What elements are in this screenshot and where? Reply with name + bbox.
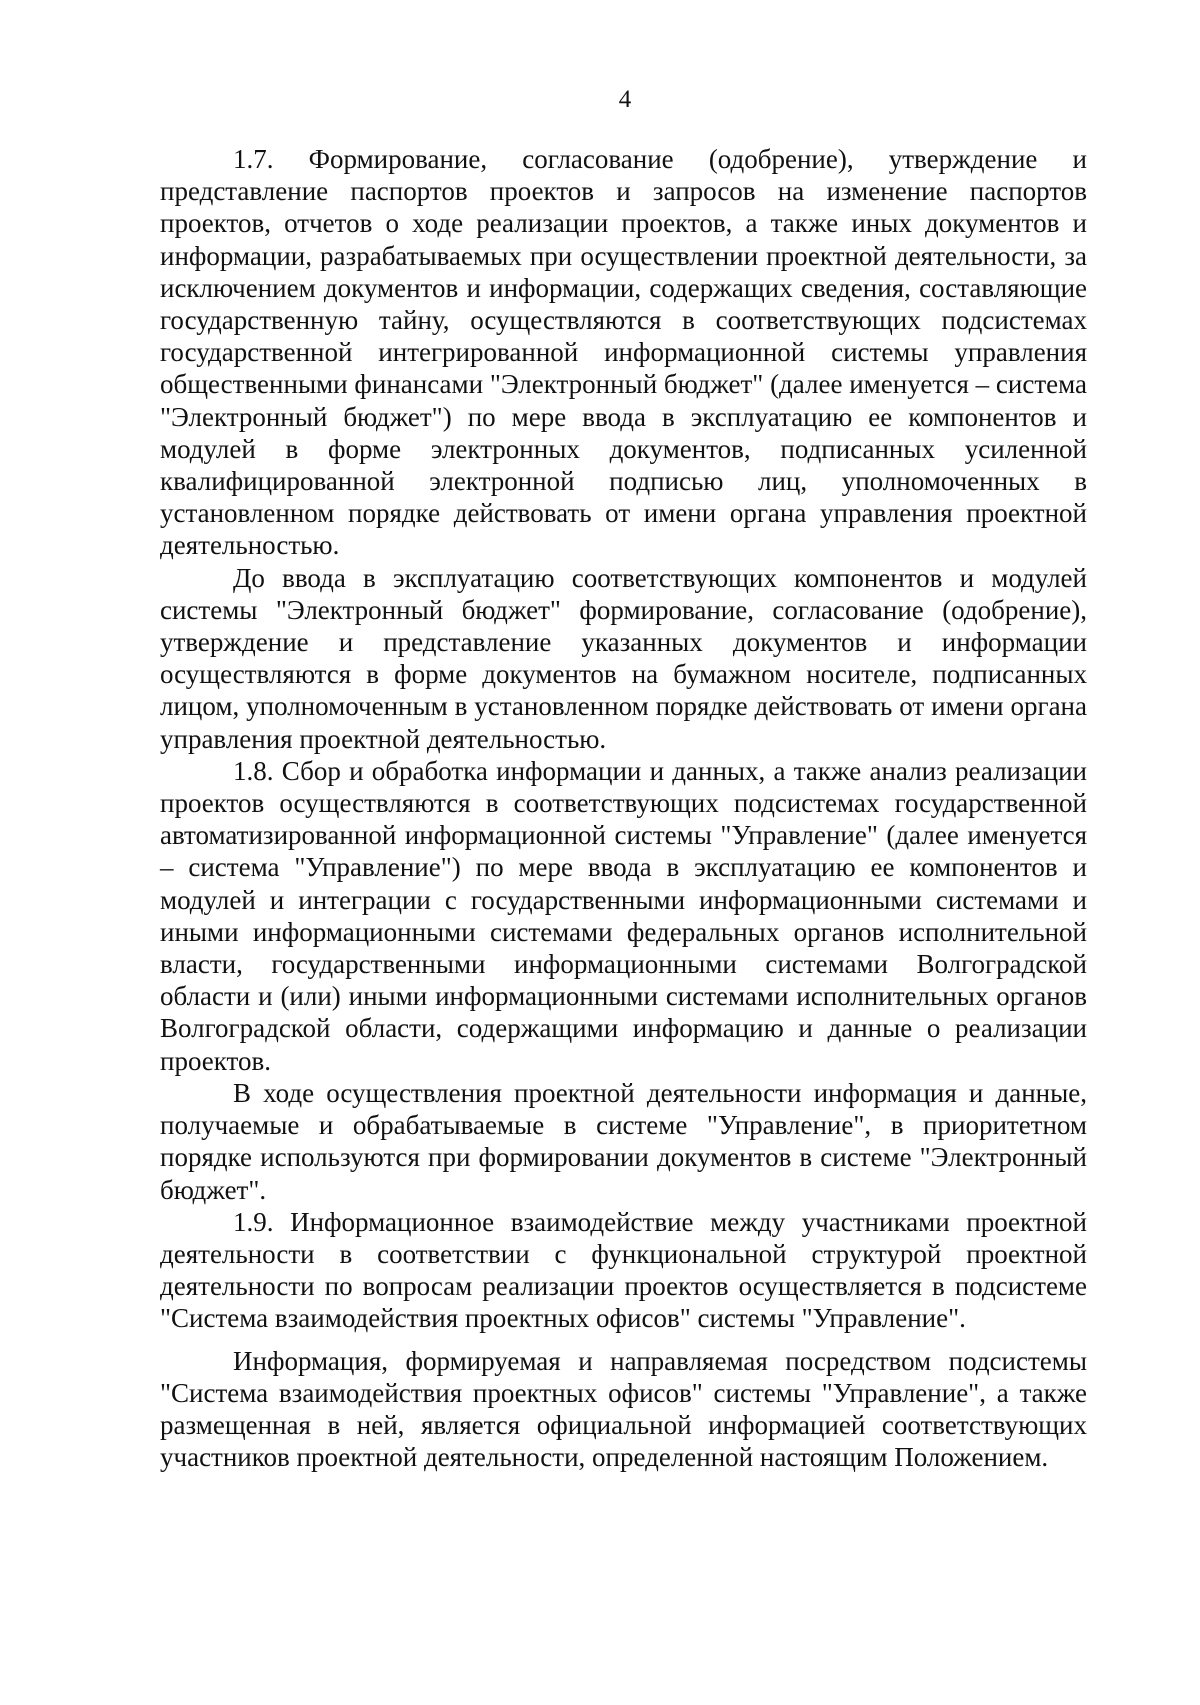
page-number: 4 bbox=[618, 86, 632, 113]
paragraph-1-7: 1.7. Формирование, согласование (одобрение), утверждение и представление паспортов проектов и запросов на изменение паспортов проектов, отчетов о ходе реализации проектов, а также иных документов и информации, разрабатываемых при осуществлении проектной деятельности, за исключением документов и информации, содержащих сведения, составляющие государственную тайну, осуществляются в соответствующих подсистемах государственной интегрированной информационной системы управления общественными финансами "Электронный бюджет" (далее именуется – система "Электронный бюджет") по мере ввода в эксплуатацию ее компонентов и модулей в форме электронных документов, подписанных усиленной квалифицированной электронной подписью лиц, уполномоченных в установленном порядке действовать от имени органа управления проектной деятельностью. bbox=[160, 144, 1087, 561]
paragraph-official-information: Информация, формируемая и направляемая посредством подсистемы "Система взаимодействия проектных офисов" системы "Управление", а также размещенная в ней, является официальной информацией соответствующих участников проектной деятельности, определенной настоящим Положением. bbox=[160, 1345, 1087, 1473]
paragraph-1-8: 1.8. Сбор и обработка информации и данных, а также анализ реализации проектов осуществляются в соответствующих подсистемах государственной автоматизированной информационной системы "Управление" (далее именуется – система "Управление") по мере ввода в эксплуатацию ее компонентов и модулей и интеграции с государственными информационными системами и иными информационными системами федеральных органов исполнительной власти, государственными информационными системами Волгоградской области и (или) иными информационными системами исполнительных органов Волгоградской области, содержащими информацию и данные о реализации проектов. bbox=[160, 755, 1087, 1076]
paragraph-before-commissioning: До ввода в эксплуатацию соответствующих компонентов и модулей системы "Электронный бюджет" формирование, согласование (одобрение), утверждение и представление указанных документов и информации осуществляются в форме документов на бумажном носителе, подписанных лицом, уполномоченным в установленном порядке действовать от имени органа управления проектной деятельностью. bbox=[160, 562, 1087, 754]
paragraph-project-activity-data: В ходе осуществления проектной деятельности информация и данные, получаемые и обрабатываемые в системе "Управление", в приоритетном порядке используются при формировании документов в системе "Электронный бюджет". bbox=[160, 1077, 1087, 1205]
paragraph-1-9: 1.9. Информационное взаимодействие между участниками проектной деятельности в соответствии с функциональной структурой проектной деятельности по вопросам реализации проектов осуществляется в подсистеме "Система взаимодействия проектных офисов" системы "Управление". bbox=[160, 1206, 1087, 1334]
document-body bbox=[160, 143, 1087, 1473]
